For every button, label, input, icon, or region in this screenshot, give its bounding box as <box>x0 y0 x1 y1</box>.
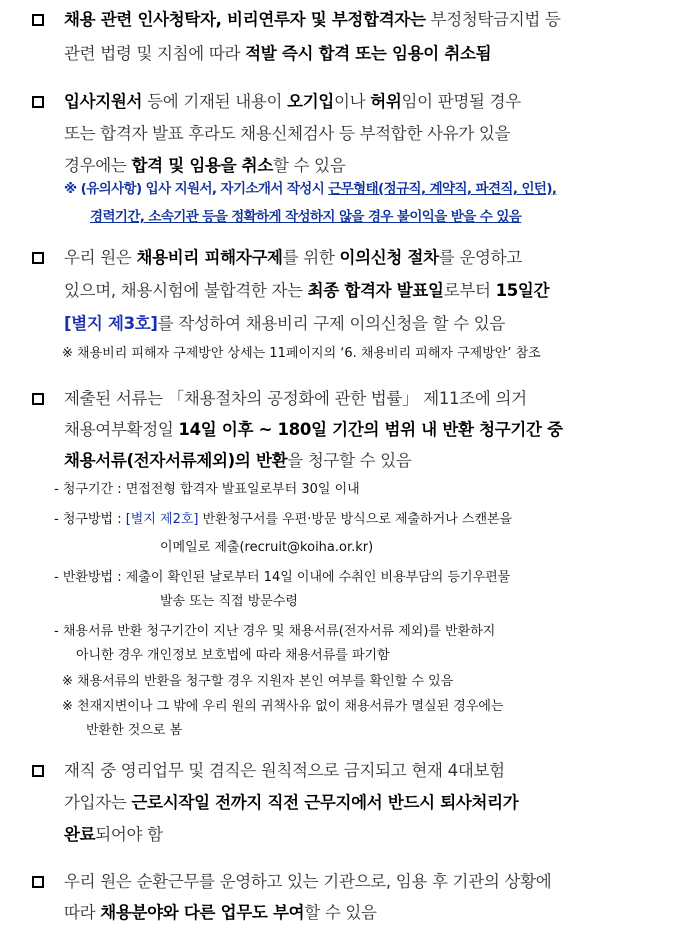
section-6-line-1: 우리 원은 순환근무를 운영하고 있는 기관으로, 임용 후 기관의 상황에 <box>64 872 552 891</box>
checkbox-bullet-6 <box>32 876 44 888</box>
warning-note-line-1: ※ (유의사항) 입사 지원서, 자기소개서 작성시 근무형태(정규직, 계약직, 파견직, 인턴), <box>64 181 557 197</box>
section-4-line-3: 채용서류(전자서류제외)의 반환을 청구할 수 있음 <box>64 451 412 470</box>
warning-note-line-2: 경력기간, 소속기관 등을 정확하게 작성하지 않을 경우 불이익을 받을 수 있음 <box>90 209 522 225</box>
section-2-line-1: 입사지원서 등에 기재된 내용이 오기입이나 허위임이 판명될 경우 <box>64 92 521 111</box>
section-3-line-1: 우리 원은 채용비리 피해자구제를 위한 이의신청 절차를 운영하고 <box>64 248 522 267</box>
section-3-note: ※ 채용비리 피해자 구제방안 상세는 11페이지의 ‘6. 채용비리 피해자 구제방안’ 참조 <box>62 346 541 361</box>
checkbox-bullet-2 <box>32 96 44 108</box>
claim-method-item-cont: 이메일로 제출(recruit@koiha.or.kr) <box>160 540 374 555</box>
checkbox-bullet-1 <box>32 14 44 26</box>
identity-check-note: ※ 채용서류의 반환을 청구할 경우 지원자 본인 여부를 확인할 수 있음 <box>62 674 454 689</box>
section-1-line-2: 관련 법령 및 지침에 따라 적발 즉시 합격 또는 임용이 취소됨 <box>64 44 492 63</box>
section-2-line-3: 경우에는 합격 및 임용을 취소할 수 있음 <box>64 156 346 175</box>
force-majeure-note: ※ 천재지변이나 그 밖에 우리 원의 귀책사유 없이 채용서류가 멸실된 경우에는 <box>62 699 504 714</box>
claim-period-item: - 청구기간 : 면접전형 합격자 발표일로부터 30일 이내 <box>54 482 360 497</box>
section-6-line-2: 따라 채용분야와 다른 업무도 부여할 수 있음 <box>64 903 377 922</box>
disposal-item: - 채용서류 반환 청구기간이 지난 경우 및 채용서류(전자서류 제외)를 반환하지 <box>54 624 496 639</box>
disposal-item-cont: 아니한 경우 개인정보 보호법에 따라 채용서류를 파기함 <box>76 648 390 663</box>
section-5-line-1: 재직 중 영리업무 및 겸직은 원칙적으로 금지되고 현재 4대보험 <box>64 761 505 780</box>
section-3-line-3: [별지 제3호]를 작성하여 채용비리 구제 이의신청을 할 수 있음 <box>64 314 506 333</box>
section-2-line-2: 또는 합격자 발표 후라도 채용신체검사 등 부적합한 사유가 있을 <box>64 124 511 143</box>
checkbox-bullet-4 <box>32 393 44 405</box>
return-method-item: - 반환방법 : 제출이 확인된 날로부터 14일 이내에 수취인 비용부담의 등기우편물 <box>54 570 511 585</box>
section-3-line-2: 있으며, 채용시험에 불합격한 자는 최종 합격자 발표일로부터 15일간 <box>64 281 550 300</box>
section-5-line-3: 완료되어야 함 <box>64 825 163 844</box>
section-5-line-2: 가입자는 근로시작일 전까지 직전 근무지에서 반드시 퇴사처리가 <box>64 793 519 812</box>
checkbox-bullet-3 <box>32 252 44 264</box>
return-method-item-cont: 발송 또는 직접 방문수령 <box>160 594 298 609</box>
section-4-line-1: 제출된 서류는 「채용절차의 공정화에 관한 법률」 제11조에 의거 <box>64 389 527 408</box>
force-majeure-note-cont: 반환한 것으로 봄 <box>86 723 183 738</box>
claim-method-item: - 청구방법 : [별지 제2호] 반환청구서를 우편·방문 방식으로 제출하거나 스캔본을 <box>54 512 513 527</box>
checkbox-bullet-5 <box>32 765 44 777</box>
section-1-line-1: 채용 관련 인사청탁자, 비리연루자 및 부정합격자는 부정청탁금지법 등 <box>64 10 561 29</box>
section-4-line-2: 채용여부확정일 14일 이후 ~ 180일 기간의 범위 내 반환 청구기간 중 <box>64 420 563 439</box>
